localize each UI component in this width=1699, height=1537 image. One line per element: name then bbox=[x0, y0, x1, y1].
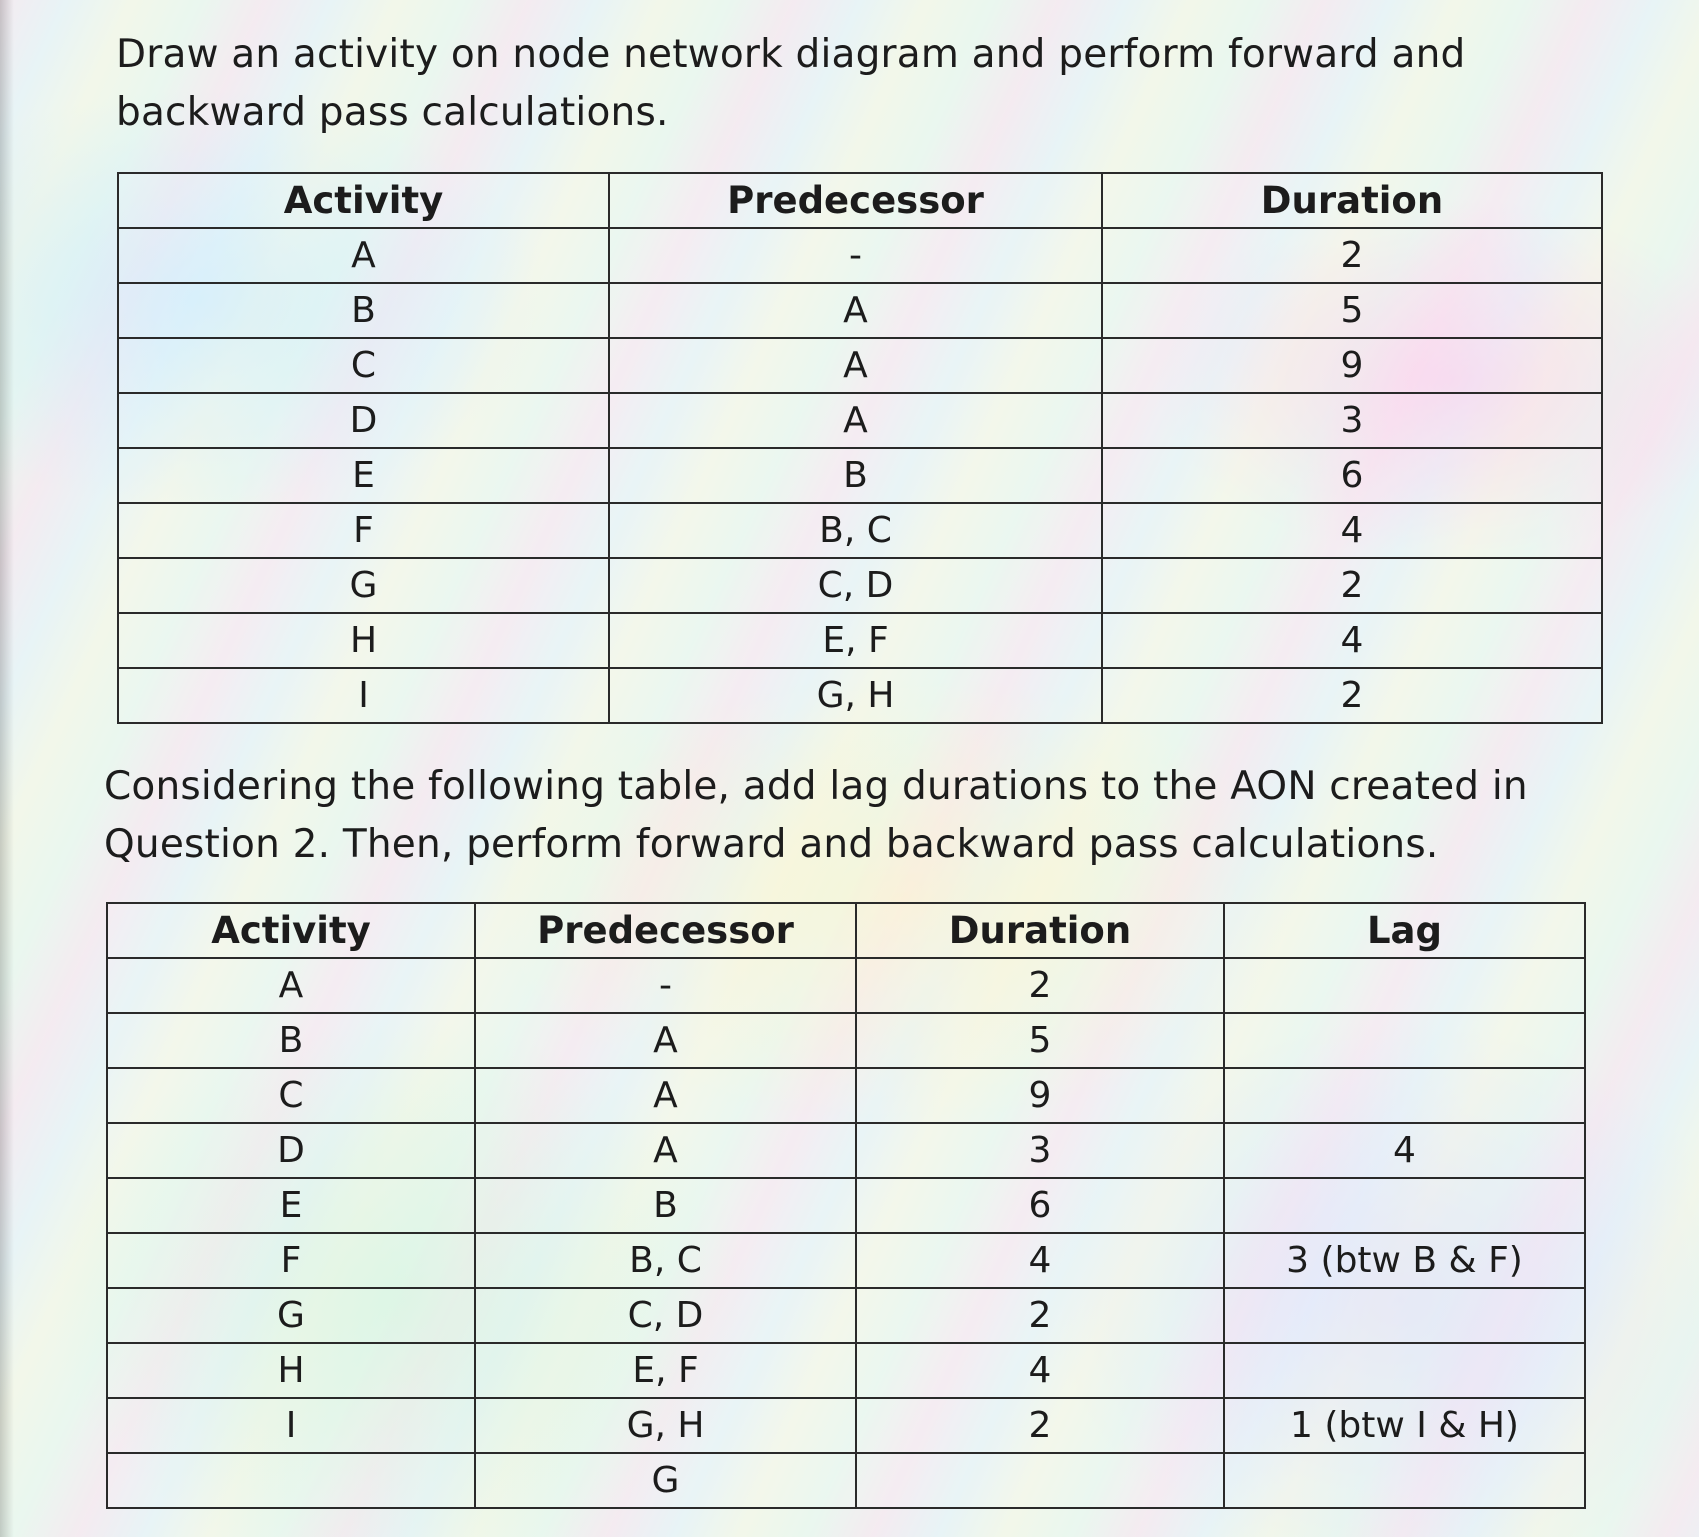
table-row bbox=[107, 1068, 1585, 1123]
question-2-text: Considering the following table, add lag durations to the AON created in Question 2. Then, perform forward and backward pass calculations. bbox=[104, 764, 1528, 867]
cell-duration: 3 bbox=[856, 1123, 1224, 1178]
cell-predecessor: B, C bbox=[475, 1233, 856, 1288]
cell-lag bbox=[1224, 958, 1585, 1013]
cell-duration: 2 bbox=[1102, 228, 1602, 283]
cell-predecessor: C, D bbox=[475, 1288, 856, 1343]
cell-predecessor: E, F bbox=[609, 613, 1102, 668]
table-row bbox=[118, 393, 1602, 448]
table-row bbox=[107, 958, 1585, 1013]
header-activity: Activity bbox=[118, 173, 609, 228]
cell-predecessor: B, C bbox=[609, 503, 1102, 558]
table-row bbox=[107, 1178, 1585, 1233]
cell-predecessor: A bbox=[609, 393, 1102, 448]
cell-duration: 9 bbox=[856, 1068, 1224, 1123]
table-row bbox=[118, 503, 1602, 558]
cell-activity: E bbox=[118, 448, 609, 503]
cell-predecessor: - bbox=[475, 958, 856, 1013]
cell-activity: E bbox=[107, 1178, 475, 1233]
cell-duration: 3 bbox=[1102, 393, 1602, 448]
cell-activity: B bbox=[107, 1013, 475, 1068]
cell-predecessor: A bbox=[609, 338, 1102, 393]
header-duration: Duration bbox=[856, 903, 1224, 958]
cell-lag bbox=[1224, 1343, 1585, 1398]
cell-activity: G bbox=[107, 1288, 475, 1343]
table-row bbox=[107, 1343, 1585, 1398]
cell-lag bbox=[1224, 1068, 1585, 1123]
cell-activity: A bbox=[107, 958, 475, 1013]
cell-duration: 9 bbox=[1102, 338, 1602, 393]
cell-duration: 6 bbox=[1102, 448, 1602, 503]
cell-predecessor: G, H bbox=[609, 668, 1102, 723]
cell-lag bbox=[1224, 1453, 1585, 1508]
cell-duration: 2 bbox=[1102, 668, 1602, 723]
cell-predecessor: C, D bbox=[609, 558, 1102, 613]
cell-activity bbox=[107, 1453, 475, 1508]
table-row bbox=[118, 283, 1602, 338]
table-row bbox=[107, 1123, 1585, 1178]
cell-predecessor: G bbox=[475, 1453, 856, 1508]
question-1-text: Draw an activity on node network diagram and perform forward and backward pass calculations. bbox=[116, 32, 1466, 135]
cell-lag bbox=[1224, 1288, 1585, 1343]
cell-activity: I bbox=[118, 668, 609, 723]
cell-activity: D bbox=[107, 1123, 475, 1178]
cell-activity: C bbox=[107, 1068, 475, 1123]
table-row bbox=[107, 1398, 1585, 1453]
activity-table-1 bbox=[117, 172, 1603, 724]
cell-duration: 6 bbox=[856, 1178, 1224, 1233]
cell-duration: 4 bbox=[856, 1343, 1224, 1398]
cell-activity: F bbox=[107, 1233, 475, 1288]
table-row bbox=[107, 1233, 1585, 1288]
cell-duration: 2 bbox=[1102, 558, 1602, 613]
cell-predecessor: E, F bbox=[475, 1343, 856, 1398]
cell-activity: F bbox=[118, 503, 609, 558]
cell-lag: 3 (btw B & F) bbox=[1224, 1233, 1585, 1288]
table-row bbox=[118, 613, 1602, 668]
header-duration: Duration bbox=[1102, 173, 1602, 228]
cell-predecessor: G, H bbox=[475, 1398, 856, 1453]
table-row bbox=[118, 558, 1602, 613]
cell-activity: A bbox=[118, 228, 609, 283]
cell-duration: 4 bbox=[1102, 613, 1602, 668]
table-row bbox=[107, 1288, 1585, 1343]
cell-predecessor: A bbox=[475, 1068, 856, 1123]
table-row bbox=[107, 1013, 1585, 1068]
table-row bbox=[118, 668, 1602, 723]
table-row bbox=[107, 1453, 1585, 1508]
header-predecessor: Predecessor bbox=[475, 903, 856, 958]
cell-duration: 5 bbox=[1102, 283, 1602, 338]
cell-activity: C bbox=[118, 338, 609, 393]
cell-duration bbox=[856, 1453, 1224, 1508]
table-row bbox=[118, 338, 1602, 393]
header-activity: Activity bbox=[107, 903, 475, 958]
cell-predecessor: A bbox=[475, 1123, 856, 1178]
cell-lag: 4 bbox=[1224, 1123, 1585, 1178]
activity-lag-table bbox=[106, 902, 1586, 1509]
cell-duration: 4 bbox=[856, 1233, 1224, 1288]
cell-activity: H bbox=[118, 613, 609, 668]
cell-predecessor: A bbox=[475, 1013, 856, 1068]
cell-activity: B bbox=[118, 283, 609, 338]
cell-activity: G bbox=[118, 558, 609, 613]
cell-predecessor: B bbox=[475, 1178, 856, 1233]
cell-duration: 4 bbox=[1102, 503, 1602, 558]
cell-duration: 2 bbox=[856, 1398, 1224, 1453]
cell-activity: I bbox=[107, 1398, 475, 1453]
cell-duration: 2 bbox=[856, 958, 1224, 1013]
cell-lag: 1 (btw I & H) bbox=[1224, 1398, 1585, 1453]
table-row bbox=[118, 448, 1602, 503]
cell-predecessor: A bbox=[609, 283, 1102, 338]
cell-predecessor: B bbox=[609, 448, 1102, 503]
header-lag: Lag bbox=[1224, 903, 1585, 958]
photo-edge-shadow bbox=[0, 0, 14, 1537]
cell-duration: 5 bbox=[856, 1013, 1224, 1068]
cell-lag bbox=[1224, 1178, 1585, 1233]
table-header-row bbox=[118, 173, 1602, 228]
cell-activity: D bbox=[118, 393, 609, 448]
header-predecessor: Predecessor bbox=[609, 173, 1102, 228]
cell-activity: H bbox=[107, 1343, 475, 1398]
cell-predecessor: - bbox=[609, 228, 1102, 283]
table-header-row bbox=[107, 903, 1585, 958]
cell-lag bbox=[1224, 1013, 1585, 1068]
table-row bbox=[118, 228, 1602, 283]
cell-duration: 2 bbox=[856, 1288, 1224, 1343]
